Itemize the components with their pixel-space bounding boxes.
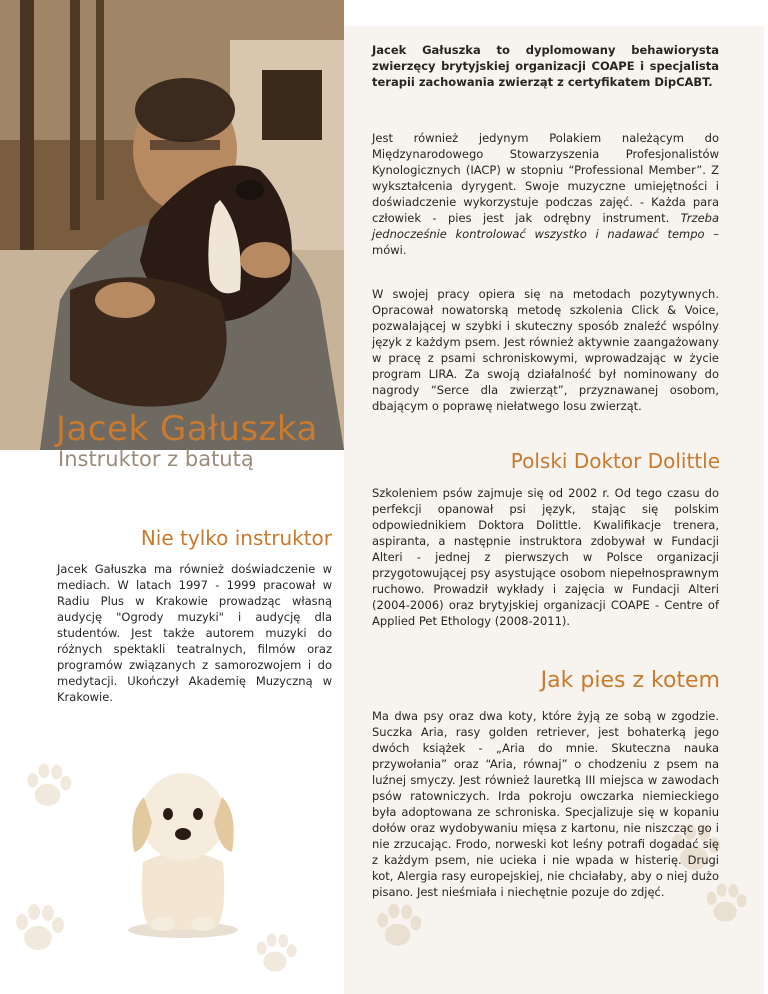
intro-paragraph: Jacek Gałuszka to dyplomowany behawiorysta zwierzęcy brytyjskiej organizacji COAPE i specjalista terapii zachowania zwierząt z certyfikatem DipCABT. xyxy=(372,43,719,89)
left-paragraph: Jacek Gałuszka ma również doświadczenie w mediach. W latach 1997 - 1999 pracował w Radiu Plus w Krakowie prowadząc własną audycję "Ogrody muzyki" i audycję dla studentów. Jest także autorem muzyki do różnych spektakli teatralnych, filmów oraz programów związanych z samorozwojem i do medytacji. Ukończył Akademię Muzyczną w Krakowie. xyxy=(57,562,332,704)
person-subtitle: Instruktor z batutą xyxy=(58,447,254,471)
person-name: Jacek Gałuszka xyxy=(56,409,318,449)
paw-print-icon xyxy=(8,900,68,960)
paragraph-methods: W swojej pracy opiera się na metodach pozytywnych. Opracował nowatorską metodę szkolenia Click & Voice, pozwalającej w szybki i skuteczny sposób znaleźć wspólny język z każdym psem. Jest również aktywnie zaangażowany w pracę z psami schroniskowymi, wprowadzając w życie program LIRA. Za swoją działalność był nominowany do nagrody “Serce dla zwierząt”, przyznawanej osobom, dbającym o poprawę niełatwego losu zwierząt. xyxy=(372,287,719,413)
paragraph-iacp-text: Jest również jedynym Polakiem należącym do Międzynarodowego Stowarzyszenia Profesjonalistów Kynologicznych (IACP) w stopniu “Professional Member”. Z wykształcenia dyrygent. Swoje muzyczne umiejętności i doświadczenie wykorzystuje podczas zajęć. - Każda para człowiek - pies jest jak odrębny instrument. xyxy=(372,131,719,225)
paragraph-iacp-end: – mówi. xyxy=(372,227,719,257)
heading-polski-doktor-dolittle: Polski Doktor Dolittle xyxy=(510,449,720,473)
paw-print-icon xyxy=(20,760,75,815)
heading-jak-pies-z-kotem: Jak pies z kotem xyxy=(540,668,720,693)
paragraph-iacp xyxy=(372,130,719,258)
portrait-photo xyxy=(0,0,344,450)
paragraph-pets: Ma dwa psy oraz dwa koty, które żyją ze sobą w zgodzie. Suczka Aria, rasy golden retriever, jest bohaterką jego dwóch książek - „Aria do mnie. Skuteczna nauka przywołania” oraz “Aria, równaj” o chodzeniu z psem na luźnej smyczy. Jest również lauretką III miejsca w zawodach psów ratowniczych. Irda pokroju owczarka niemieckiego była adoptowana ze schroniska. Specjalizuje się w kopaniu dołów oraz wydobywaniu mięsa z kartonu, nie niszcząc go i nie zrzucając. Frodo, norweski kot leśny potrafi dogadać się z każdym psem, nie ucieka i nie wpada w histerię. Drugi kot, Alergia rasy europejskiej, nie chciałaby, aby o niej dużo pisano. Jest nieśmiała i niechętnie pozuje do zdjęć. xyxy=(372,709,719,899)
puppy-image xyxy=(108,752,258,942)
heading-nie-tylko-instruktor: Nie tylko instruktor xyxy=(140,526,332,550)
quote-italic: Trzeba jednocześnie kontrolować wszystko i nadawać tempo xyxy=(372,211,719,241)
paw-print-icon xyxy=(370,900,425,955)
paragraph-training: Szkoleniem psów zajmuje się od 2002 r. Od tego czasu do perfekcji opanował psi język, stając się polskim odpowiednikiem Doktora Dolittle. Kwalifikacje trenera, aspiranta, a następnie instruktora zdobywał w Fundacji Alteri - jednej z pierwszych w Polsce organizacji przygotowującej psy asystujące osobom niepełnosprawnym ruchowo. Prowadził wykłady i zajęcia w Fundacji Alteri (2004-2006) oraz brytyjskiej organizacji COAPE - Centre of Applied Pet Ethology (2008-2011). xyxy=(372,486,719,628)
